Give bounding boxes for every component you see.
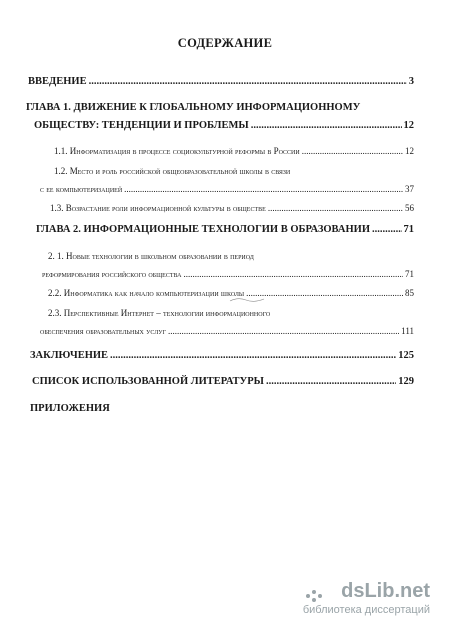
toc-entry-page: 125: [398, 350, 414, 361]
toc-entry-text: СПИСОК ИСПОЛЬЗОВАННОЙ ЛИТЕРАТУРЫ: [32, 376, 264, 387]
toc-entry-page: 71: [405, 269, 414, 279]
toc-entry-text: ГЛАВА 2. ИНФОРМАЦИОННЫЕ ТЕХНОЛОГИИ В ОБРАЗОВАНИИ: [36, 224, 370, 235]
toc-entry-page: 129: [398, 376, 414, 387]
toc-2-3-line1: 2.3. Перспективные Интернет – технологии информационного: [48, 308, 271, 318]
toc-leader-dots: [168, 325, 399, 337]
toc-entry-page: 3: [408, 76, 414, 87]
toc-entry-page: 12: [405, 146, 414, 156]
toc-entry-appendices: ПРИЛОЖЕНИЯ: [30, 403, 110, 414]
toc-entry-text: реформирования российского общества: [42, 269, 182, 279]
toc-entry-text: с ее компьютеризацией: [40, 184, 123, 194]
toc-entry-bibliography: [32, 376, 414, 388]
toc-leader-dots: [183, 268, 403, 280]
toc-entry-2-1: [42, 268, 414, 280]
toc-entry-text: обеспечения образовательных услуг: [40, 326, 167, 336]
watermark-logo: dsLib.net: [341, 580, 430, 602]
toc-leader-dots: [246, 287, 403, 299]
toc-entry-page: 71: [403, 224, 414, 235]
toc-leader-dots: [268, 202, 403, 214]
toc-entry-1-1: [54, 145, 414, 157]
toc-entry-text: 1.1. Информатизация в процессе социокультурной реформы в России: [54, 146, 300, 156]
toc-entry-1-3: [50, 202, 414, 214]
toc-leader-dots: [89, 76, 407, 88]
toc-entry-introduction: [28, 76, 414, 88]
watermark-subtitle: библиотека диссертаций: [302, 604, 430, 616]
toc-entry-text: ВВЕДЕНИЕ: [28, 76, 87, 87]
toc-1-2-line1: 1.2. Место и роль российской общеобразовательной школы в связи: [54, 166, 291, 176]
watermark: [302, 580, 430, 620]
toc-entry-text: 1.3. Возрастание роли информационной культуры в обществе: [50, 203, 266, 213]
scan-artifact: [228, 296, 268, 304]
toc-entry-conclusion: [30, 350, 414, 362]
toc-entry-text: ОБЩЕСТВУ: ТЕНДЕНЦИИ И ПРОБЛЕМЫ: [34, 120, 249, 131]
toc-2-1-line1: 2. 1. Новые технологии в школьном образовании в период: [48, 251, 254, 261]
toc-entry-chapter2: [36, 224, 414, 236]
toc-entry-page: 37: [405, 184, 414, 194]
toc-chapter1-line1: ГЛАВА 1. ДВИЖЕНИЕ К ГЛОБАЛЬНОМУ ИНФОРМАЦИОННОМУ: [26, 102, 361, 113]
toc-leader-dots: [251, 120, 402, 132]
toc-leader-dots: [302, 145, 403, 157]
toc-leader-dots: [266, 376, 396, 388]
toc-entry-text: ЗАКЛЮЧЕНИЕ: [30, 350, 109, 361]
toc-leader-dots: [110, 350, 396, 362]
page-title: СОДЕРЖАНИЕ: [177, 36, 273, 50]
toc-leader-dots: [124, 183, 403, 195]
toc-entry-chapter1: [34, 120, 414, 132]
toc-entry-page: 56: [405, 203, 414, 213]
toc-entry-1-2: [40, 183, 414, 195]
toc-entry-2-3: [40, 325, 414, 337]
watermark-dots-icon: [304, 584, 326, 606]
toc-leader-dots: [372, 224, 402, 236]
toc-entry-page: 111: [401, 326, 414, 336]
toc-entry-text: 2.2. Информатика как начало компьютеризации школы: [48, 288, 245, 298]
toc-entry-page: 85: [405, 288, 414, 298]
toc-entry-page: 12: [403, 120, 414, 131]
